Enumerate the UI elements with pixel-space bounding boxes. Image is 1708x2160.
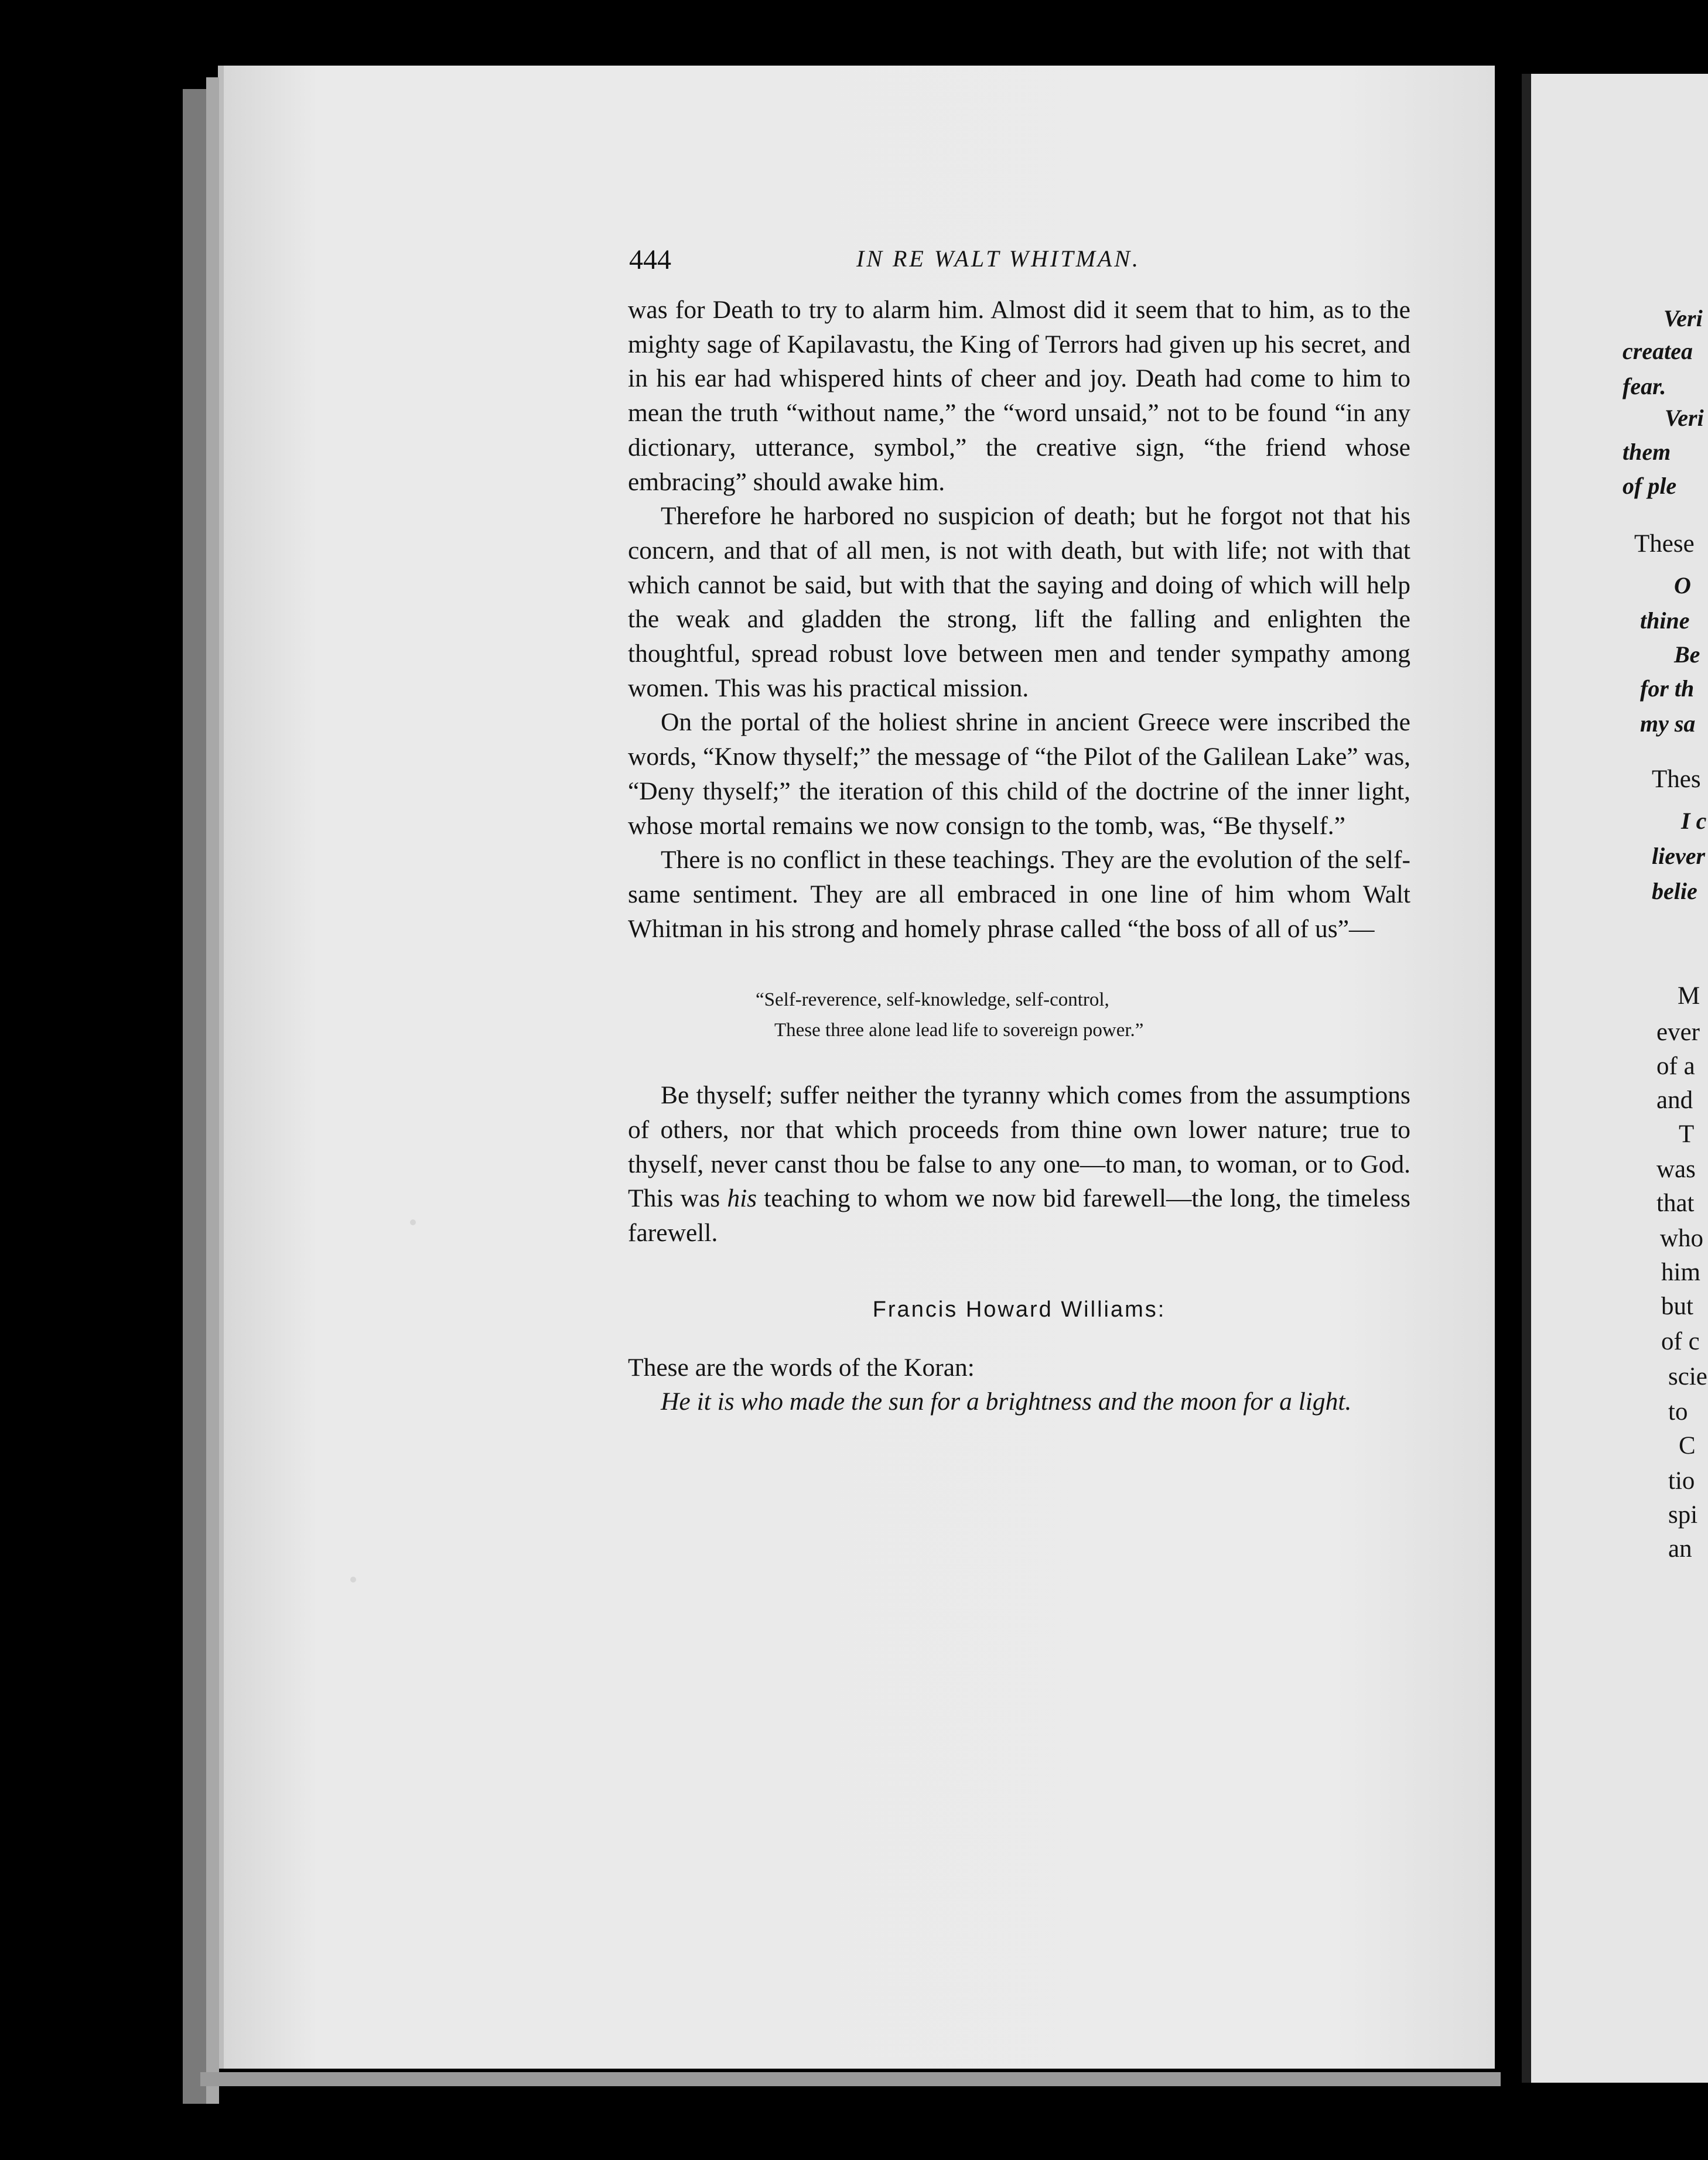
page-body-text [628,293,1410,1419]
facing-fragment: to [1668,1398,1688,1426]
section-heading-speaker: Francis Howard Williams: [872,1297,1166,1322]
facing-fragment: Veri [1665,405,1704,431]
facing-fragment: I c [1681,808,1707,834]
page-edge-highlight [206,77,219,2104]
facing-fragment: C [1679,1432,1696,1460]
koran-intro: These are the words of the Koran: [628,1353,975,1382]
facing-fragment: was [1656,1156,1696,1183]
facing-fragment: who [1660,1225,1704,1252]
facing-fragment: thine [1640,607,1690,634]
facing-fragment: and [1656,1086,1693,1114]
facing-fragment: that [1656,1190,1695,1217]
facing-fragment: spi [1668,1501,1698,1529]
facing-fragment: belie [1652,878,1697,904]
tennyson-quote [628,985,1410,1045]
page-speck [410,1219,416,1225]
paragraph-1: was for Death to try to alarm him. Almost did it seem that to him, as to the mighty sage of Kapilavastu, the King of Terrors had given up his secret, and in his ear had whispered hints of cheer and joy. Death had come to him to mean the truth “without name,” the “word unsaid,” not to be found “in any dictionary, utterance, symbol,” the creative sign, “the friend whose embracing” should awake him. [628,296,1410,496]
facing-fragment: Thes [1652,765,1701,793]
paragraph-2: Therefore he harbored no suspicion of death; but he forgot not that his concern, and that of all men, is not with death, but with life; not with that which cannot be said, but with that the saying and doing of which will help the weak and gladden the strong, lift the falling and enlighten the thoughtful, spread robust love between men and tender sympathy among women. This was his practical mission. [628,502,1410,702]
paragraph-5-italic: his [727,1184,757,1213]
facing-fragment: him [1661,1259,1700,1286]
koran-quote: He it is who made the sun for a brightness and the moon for a light. [661,1387,1352,1416]
facing-fragment: scie [1668,1363,1707,1390]
paragraph-5-end: teaching to whom we now bid farewell—the long, the timeless farewell. [628,1184,1410,1248]
facing-fragment: of ple [1622,473,1677,499]
quote-line-1: “Self-reverence, self-knowledge, self-control, [756,989,1109,1011]
facing-fragment: O [1674,572,1691,599]
facing-fragment: my sa [1640,710,1696,737]
paragraph-5-start: Be thyself; suffer neither the tyranny which comes from the assumptions of others, nor that which proceeds from thine own lower nature; true to thyself, never canst thou be false to any one—to man, to woman, or to God. This was [628,1081,1410,1213]
facing-fragment: but [1661,1293,1693,1320]
facing-fragment: T [1679,1120,1695,1148]
quote-line-2: These three alone lead life to sovereign power.” [774,1020,1144,1041]
facing-fragment: an [1668,1535,1692,1563]
facing-fragment: ever [1656,1019,1700,1046]
facing-fragment: M [1678,982,1700,1010]
facing-fragment: createa [1622,338,1693,364]
facing-fragment: Be [1674,641,1700,668]
running-head-title: IN RE WALT WHITMAN. [856,245,1141,272]
paragraph-5 [628,1078,1410,1250]
facing-fragment: These [1634,530,1695,558]
facing-fragment: liever [1652,843,1706,869]
page-bottom-edge [200,2072,1501,2086]
facing-fragment: of c [1661,1328,1700,1355]
paragraph-4: There is no conflict in these teachings. They are the evolution of the self-same sentiment. They are all embraced in one line of him whom Walt Whitman in his strong and homely phrase called “the boss of all of us”— [628,846,1410,943]
facing-fragment: them [1622,439,1671,465]
facing-fragment: of a [1656,1052,1695,1080]
page-speck [350,1577,356,1583]
paragraph-3: On the portal of the holiest shrine in ancient Greece were inscribed the words, “Know thyself;” the message of “the Pilot of the Galilean Lake” was, “Deny thyself;” the iteration of this child of the doctrine of the inner light, whose mortal remains we now consign to the tomb, was, “Be thyself.” [628,708,1411,840]
facing-fragment: Veri [1663,305,1703,331]
facing-fragment: tio [1668,1467,1695,1495]
page-edge-shadow [183,89,206,2104]
facing-fragment: for th [1640,675,1695,702]
page-number: 444 [629,244,671,275]
facing-fragment: fear. [1622,373,1666,399]
